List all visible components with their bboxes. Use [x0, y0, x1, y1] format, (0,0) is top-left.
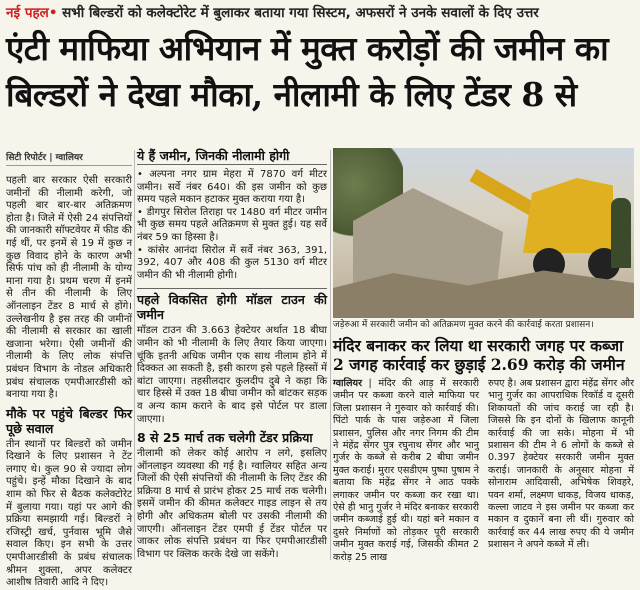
main-headline — [6, 26, 634, 118]
excavator-shape — [523, 178, 613, 253]
headline-line-1: एंटी माफिया अभियान में मुक्त करोड़ों की जमीन का — [6, 29, 609, 68]
second-headline-line-1: मंदिर बनाकर कर लिया था सरकारी जगह पर कब्जा — [333, 336, 624, 355]
person-shape — [611, 198, 631, 268]
dateline: ग्वालियर — [333, 378, 362, 389]
column-1 — [6, 175, 132, 589]
second-headline-line-2: 2 जगह कार्रवाई कर छुड़ाई 2.69 करोड़ की जमीन — [333, 355, 625, 374]
col2-subhead-2: 8 से 25 मार्च तक चलेगी टेंडर प्रक्रिया — [137, 430, 313, 446]
second-story-col-1: ग्वालियर | मंदिर की आड़ में सरकारी जमीन पर कब्जा करने वाले माफिया पर जिला प्रशासन ने गुरुवार को कार्रवाई की। पिंटो पार्क के पास जड़ेरुआ में जिला प्रशासन, पुलिस और नगर निगम की टीम ने मंहेंद्र सेंगर पुत्र रघुनाथ सेंगर और भानु गुर्जर के कब्जे से करीब 2 बीघा जमीन मुक्त कराई। मुरार एसडीएम पुष्पा पुषाम ने बताया कि मंहेंद्र सेंगर ने आठ पक्के लगाकर जमीन पर कब्जा कर रखा था। ऐसे ही भानु गुर्जर ने मंदिर बनाकर सरकारी जमीन कब्जाई हुई थी। यहां बने मकान व दुसरे निर्माणों को तोड़कर पूरी सरकारी जमीन मुक्त कराई गई, जिसकी कीमत 2 करोड़ 25 लाख — [333, 378, 479, 563]
col1-paragraph-1: पहली बार सरकार ऐसी सरकारी जमीनों की नीलामी करेगी, जो पहली बार बार-बार अतिक्रमण होता है। जिले में ऐसी 24 संपत्तियों की जानकारी सॉफ्टवेयर में फीड की गई थीं, पर इनमें से 19 में कुछ न कुछ विवाद होने के कारण अभी सिर्फ पांच को ही नीलामी के योग्य माना गया है। प्रथम चरण में इनमें से तीन की नीलामी के लिए ऑनलाइन टेंडर 8 मार्च से होंगे। उल्लेखनीय है इस तरह की जमीनों की नीलामी से सरकार का खाली खजाना भरेगा। ऐसी जमीनों की नीलामी के लिए लोक संपत्ति प्रबंधन विभाग के नोडल अधिकारी प्रबंध संचालक एमपीआरडीसी को बनाया गया है। — [6, 175, 132, 401]
byline: सिटी रिपोर्टर | ग्वालियर — [6, 150, 132, 166]
second-story-col-2: रुपए है। अब प्रशासन द्वारा मंहेंद्र सेंगर और भानु गुर्जर का आपराधिक रिकॉर्ड व दूसरी शिकायतों की जांच कराई जा रही है। जिससे कि इन दोनों के खिलाफ कानूनी कार्रवाई की जा सके। मोहना में भी प्रशासन की टीम ने 6 लोगों के कब्जे से 0.397 हेक्टेयर सरकारी जमीन मुक्त कराई। जानकारी के अनुसार मोहना में सोनाराम आदिवासी, अभिषेक शिवहरे, पवन शर्मा, लक्ष्मण धाकड़, विजय धाकड़, कल्ला जाटव ने इस जमीन पर कब्जा कर मकान व दुकानें बना ली थीं। गुरुवार को कार्रवाई कर 44 लाख रुपए की ये जमीन प्रशासन ने अपने कब्जे में ली। — [488, 378, 634, 551]
second-story-paragraph-1: मंदिर की आड़ में सरकारी जमीन पर कब्जा करने वाले माफिया पर जिला प्रशासन ने गुरुवार को कार्रवाई की। पिंटो पार्क के पास जड़ेरुआ में जिला प्रशासन, पुलिस और नगर निगम की टीम ने मंहेंद्र सेंगर पुत्र रघुनाथ सेंगर और भानु गुर्जर के कब्जे से करीब 2 बीघा जमीन मुक्त कराई। मुरार एसडीएम पुष्पा पुषाम ने बताया कि मंहेंद्र सेंगर ने आठ पक्के लगाकर जमीन पर कब्जा कर रखा था। ऐसे ही भानु गुर्जर ने मंदिर बनाकर सरकारी जमीन कब्जाई हुई थी। यहां बने मकान व दुसरे निर्माणों को तोड़कर पूरी सरकारी जमीन मुक्त कराई गई, जिसकी कीमत 2 करोड़ 25 लाख — [333, 378, 479, 563]
column-divider — [330, 150, 331, 560]
land-item-2: • डीगपुर सिरोल तिराहा पर 1480 वर्ग मीटर जमीन भी कुछ समय पहले अतिक्रमण से मुक्त हुई। यह सर्वे नंबर 59 का हिस्सा है। — [137, 206, 327, 243]
second-story-body — [333, 378, 634, 563]
kicker-separator-icon: • — [48, 5, 58, 21]
col2-subhead-1: पहले विकसित होगी मॉडल टाउन की जमीन — [137, 288, 327, 322]
land-item-3: • कांसेर आनंदा सिरोल में सर्वे नंबर 363, 391, 392, 407 और 408 की कुल 5130 वर्ग मीटर जमीन की भी नीलामी होगी। — [137, 244, 327, 281]
photo-caption: जड़ेरुआ में सरकारी जमीन को अतिक्रमण मुक्त करने की कार्रवाई करता प्रशासन। — [333, 320, 594, 330]
kicker-label: नई पहल — [6, 5, 49, 21]
column-divider — [134, 150, 135, 560]
col1-subhead: मौके पर पहुंचे बिल्डर फिर पूछे सवाल — [6, 405, 132, 436]
col2-paragraph-2: नीलामी को लेकर कोई आरोप न लगे, इसलिए ऑनलाइन व्यवस्था की गई है। ग्वालियर सहित अन्य जिलों की ऐसी संपत्तियों की नीलामी के लिए टेंडर की प्रक्रिया 8 मार्च से प्रारंभ होकर 25 मार्च तक चलेगी। इसमें जमीन की कीमत कलेक्टर गाइड लाइन से तय होगी और अधिकतम बोली पर उसकी नीलामी की जाएगी। ऑनलाइन टेंडर एमपी ई टेंडर पोर्टल पर जाकर लोक संपत्ति प्रबंधन या फिर एमपीआरडीसी विभाग पर क्लिक करके देखे जा सकेंगे। — [137, 448, 327, 560]
second-story-headline — [333, 336, 634, 374]
demolition-photo — [333, 148, 634, 318]
headline-line-2: बिल्डरों ने देखा मौका, नीलामी के लिए टेंडर 8 से — [6, 75, 577, 114]
column-2 — [137, 148, 327, 560]
kicker-line — [6, 3, 634, 25]
land-box-title: ये हैं जमीन, जिनकी नीलामी होगी — [137, 148, 327, 165]
second-story — [333, 336, 634, 563]
excavator-arm-shape — [470, 169, 538, 216]
land-item-1: • अल्पना नगर ग्राम मेहरा में 7870 वर्ग मीटर जमीन। सर्वे नंबर 640। की इस जमीन को कुछ समय पहले मकान हटाकर मुक्त कराया गया है। — [137, 169, 327, 206]
col1-paragraph-2: तीन स्थानों पर बिल्डरों को जमीन दिखाने के लिए प्रशासन ने टेंट लगाए थे। कुल 90 से ज्यादा लोग पहुंचे। इन्हें मौका दिखाने के बाद शाम को फिर से बैठक कलेक्टोरेट में बुलाया गया। यहां पर आगे की प्रक्रिया समझायी गई। बिल्डरों ने रजिस्ट्री खर्च, पुर्नवास भूमि जैसे सवाल किए। इन सभी के उत्तर एमपीआरडीसी के प्रबंध संचालक श्रीमन शुक्ला, अपर कलेक्टर आशीष तिवारी आदि ने दिए। — [6, 438, 132, 589]
col2-paragraph-1: मॉडल टाउन की 3.663 हेक्टेयर अर्थात 18 बीघा जमीन को भी नीलामी के लिए तैयार किया जाएगा। चूंकि इतनी अधिक जमीन एक साथ नीलाम होने में दिक्कत आ सकती है, इसी कारण इसे पहले हिस्सों में बांटा जाएगा। तहसीलदार कुलदीप दुबे ने कहा कि चार हिस्से में उक्त 18 बीघा जमीन को बांटकर सड़क व अन्य काम कराने के बाद इसे पोर्टल पर डाला जाएगा। — [137, 325, 327, 425]
kicker-text: सभी बिल्डरों को कलेक्टोरेट में बुलाकर बताया गया सिस्टम, अफसरों ने उनके सवालों के दिए उत्तर — [62, 5, 539, 21]
